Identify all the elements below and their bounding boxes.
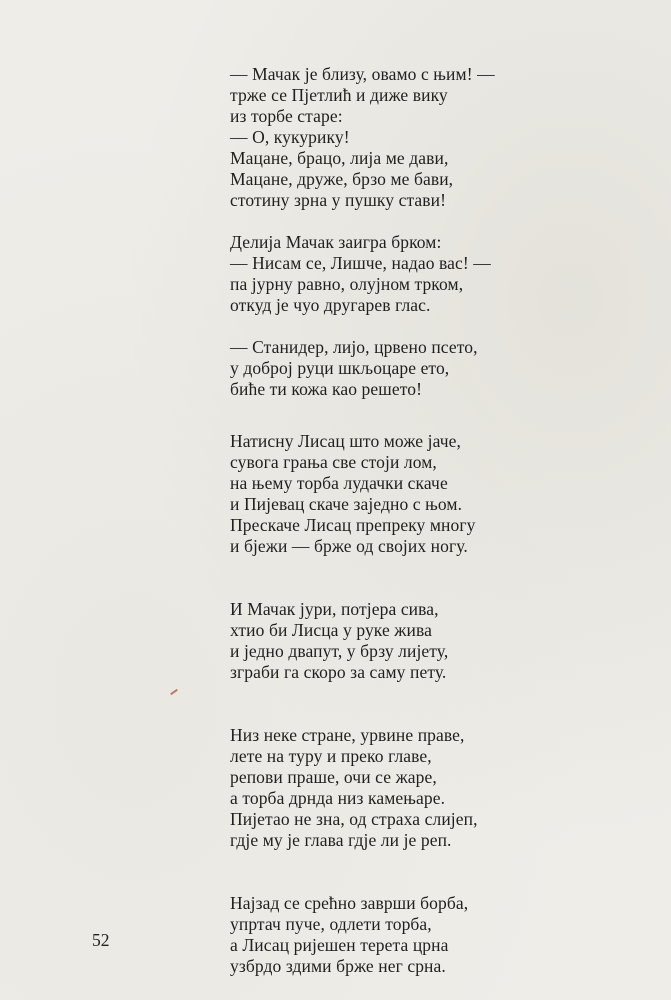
poem-line: Мацане, друже, брзо ме бави, xyxy=(230,169,454,189)
poem-line: а Лисац ријешен терета црна xyxy=(230,935,449,955)
poem-line: зграби га скоро за саму пету. xyxy=(230,662,447,682)
poem-line: на њему торба лудачки скаче xyxy=(230,473,448,493)
poem-line: у доброј руци шкљоцаре ето, xyxy=(230,358,450,378)
poem-line: сувога грања све стоји лом, xyxy=(230,452,437,472)
poem-line: хтио би Лисца у руке жива xyxy=(230,620,432,640)
poem-line: трже се Пјетлић и диже вику xyxy=(230,85,448,105)
poem-line: откуд је чуо другарев глас. xyxy=(230,295,431,315)
poem-line: Натисну Лисац што може јаче, xyxy=(230,431,462,451)
poem-line: репови праше, очи се жаре, xyxy=(230,767,437,787)
poem-line: Делија Мачак заигра брком: xyxy=(230,232,442,252)
poem-line: — О, кукурику! xyxy=(230,127,350,147)
stanza-1 xyxy=(230,64,550,211)
poem-line: Прескаче Лисац препреку многу xyxy=(230,515,476,535)
poem-line: стотину зрна у пушку стави! xyxy=(230,190,447,210)
stanza-6 xyxy=(230,725,550,851)
stanza-4 xyxy=(230,431,550,557)
poem-line: Пијетао не зна, од страха слијеп, xyxy=(230,809,478,829)
poem-line: Низ неке стране, урвине праве, xyxy=(230,725,465,745)
poem-line: — Станидер, лијо, црвено псето, xyxy=(230,337,478,357)
poem-line: из торбе старе: xyxy=(230,106,343,126)
poem-line: и једно двапут, у брзу лијету, xyxy=(230,641,449,661)
page-number: 52 xyxy=(92,930,110,950)
poem-line: и бјежи — брже од својих ногу. xyxy=(230,536,468,556)
stanza-3 xyxy=(230,337,550,400)
poem-line: узбрдо здими брже нег срна. xyxy=(230,956,446,976)
poem-line: упртач пуче, одлети торба, xyxy=(230,914,432,934)
poem-line: — Мачак је близу, овамо с њим! — xyxy=(230,64,495,84)
poem-text xyxy=(230,64,550,977)
ink-speck xyxy=(170,689,178,695)
poem-line: гдје му је глава гдје ли је реп. xyxy=(230,830,452,850)
poem-line: биће ти кожа као решето! xyxy=(230,379,422,399)
stanza-2 xyxy=(230,232,550,316)
poem-line: па јурну равно, олујном трком, xyxy=(230,274,464,294)
poem-line: а торба дрнда низ камењаре. xyxy=(230,788,446,808)
poem-line: И Мачак јури, потјера сива, xyxy=(230,599,439,619)
poem-line: лете на туру и преко главе, xyxy=(230,746,432,766)
poem-line: Најзад се срећно заврши борба, xyxy=(230,893,469,913)
poem-line: — Нисам се, Лишче, надао вас! — xyxy=(230,253,491,273)
stanza-7 xyxy=(230,893,550,977)
poem-line: Мацане, брацо, лија ме дави, xyxy=(230,148,449,168)
poem-line: и Пијевац скаче заједно с њом. xyxy=(230,494,463,514)
stanza-5 xyxy=(230,599,550,683)
